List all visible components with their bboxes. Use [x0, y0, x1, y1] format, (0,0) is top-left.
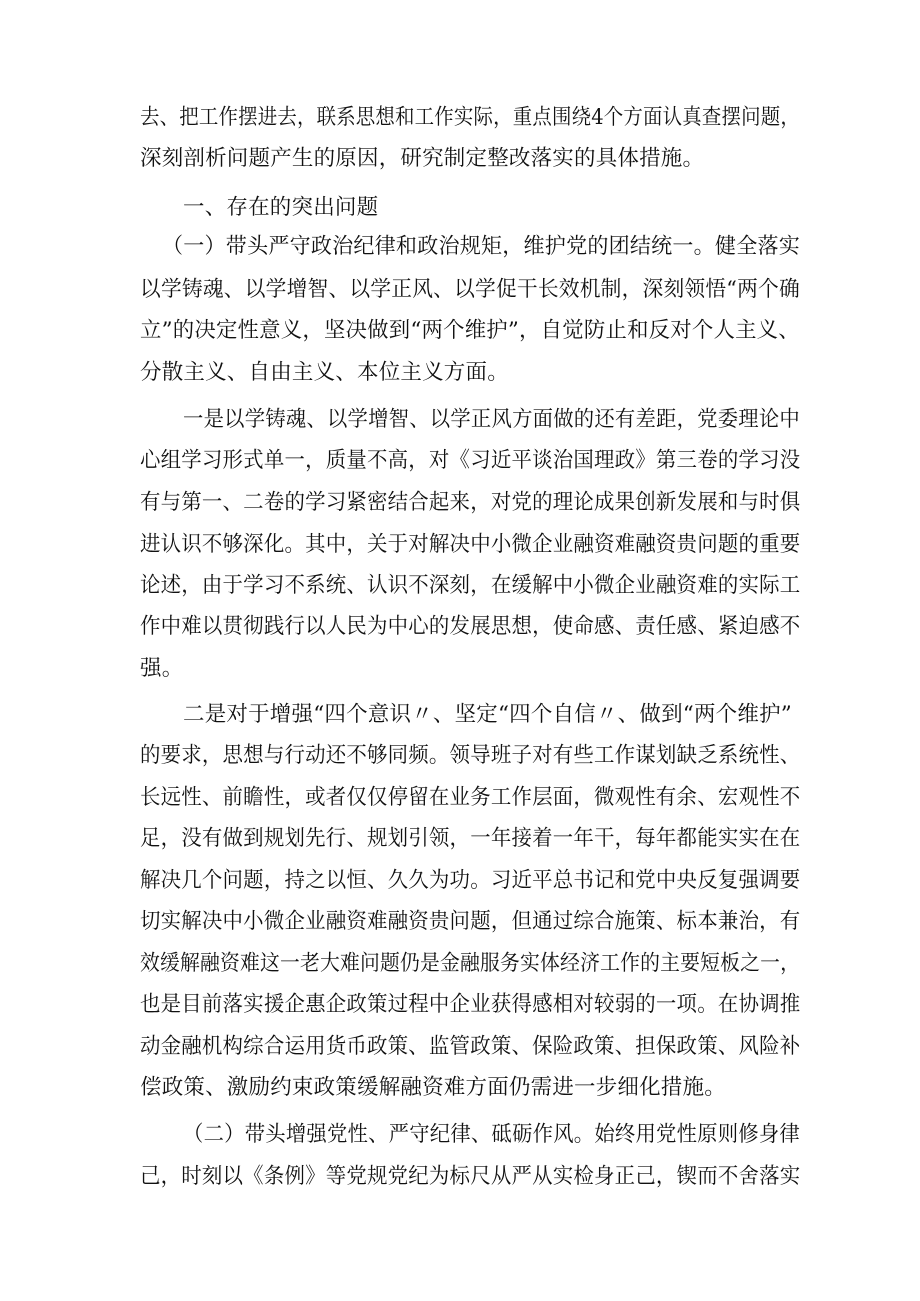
text-line: 的要求，思想与行动还不够同频。领导班子对有些工作谋划缺乏系统性、	[140, 743, 801, 768]
text-line: 论述，由于学习不系统、认识不深刻，在缓解中小微企业融资难的实际工	[140, 573, 801, 598]
text-line: 分散主义、自由主义、本位主义方面。	[140, 360, 509, 385]
text-line: 偿政策、激励约束政策缓解融资难方面仍需进一步细化措施。	[140, 1075, 726, 1100]
text-line: 有与第一、二卷的学习紧密结合起来，对党的理论成果创新发展和与时俱	[140, 490, 801, 515]
text-line: 切实解决中小微企业融资难融资贵问题，但通过综合施策、标本兼治，有	[140, 909, 801, 934]
text-line: 去、把工作摆进去，联系思想和工作实际，重点围绕4个方面认真查摆问题，	[140, 105, 800, 130]
text-line: 深刻剖析问题产生的原因，研究制定整改落实的具体措施。	[140, 146, 705, 171]
text-line: 二是对于增强“四个意识〃、坚定“四个自信〃、做到“两个维护”	[183, 702, 792, 727]
text-line: 解决几个问题，持之以恒、久久为功。习近平总书记和党中央反复强调要	[140, 868, 801, 893]
text-line: 进认识不够深化。其中，关于对解决中小微企业融资难融资贵问题的重要	[140, 532, 801, 557]
subsection-heading: （二）带头增强党性、严守纪律、砥砺作风。始终用党性原则修身律	[183, 1122, 801, 1147]
text-line: 一是以学铸魂、以学增智、以学正风方面做的还有差距，党委理论中	[183, 407, 801, 432]
text-line: 动金融机构综合运用货币政策、监管政策、保险政策、担保政策、风险补	[140, 1034, 801, 1059]
subsection-heading: （一）带头严守政治纪律和政治规矩，维护党的团结统一。健全落实	[162, 234, 801, 259]
text-line: 己，时刻以《条例》等党规党纪为标尺从严从实检身正己，锲而不舍落实	[140, 1164, 801, 1189]
text-line: 心组学习形式单一，质量不高，对《习近平谈治国理政》第三卷的学习没	[140, 448, 801, 473]
text-line: 以学铸魂、以学增智、以学正风、以学促干长效机制，深刻领悟“两个确	[140, 277, 800, 302]
section-heading: 一、存在的突出问题	[183, 195, 379, 220]
text-line: 足，没有做到规划先行、规划引领，一年接着一年干，每年都能实实在在	[140, 826, 801, 851]
text-line: 也是目前落实援企惠企政策过程中企业获得感相对较弱的一项。在协调推	[140, 992, 801, 1017]
text-line: 强。	[140, 656, 184, 681]
text-line: 效缓解融资难这一老大难问题仍是金融服务实体经济工作的主要短板之一，	[140, 951, 801, 976]
text-line: 作中难以贯彻践行以人民为中心的发展思想，使命感、责任感、紧迫感不	[140, 614, 801, 639]
text-line: 长远性、前瞻性，或者仅仅停留在业务工作层面，微观性有余、宏观性不	[140, 785, 801, 810]
text-line: 立”的决定性意义，坚决做到“两个维护”，自觉防止和反对个人主义、	[140, 318, 800, 343]
